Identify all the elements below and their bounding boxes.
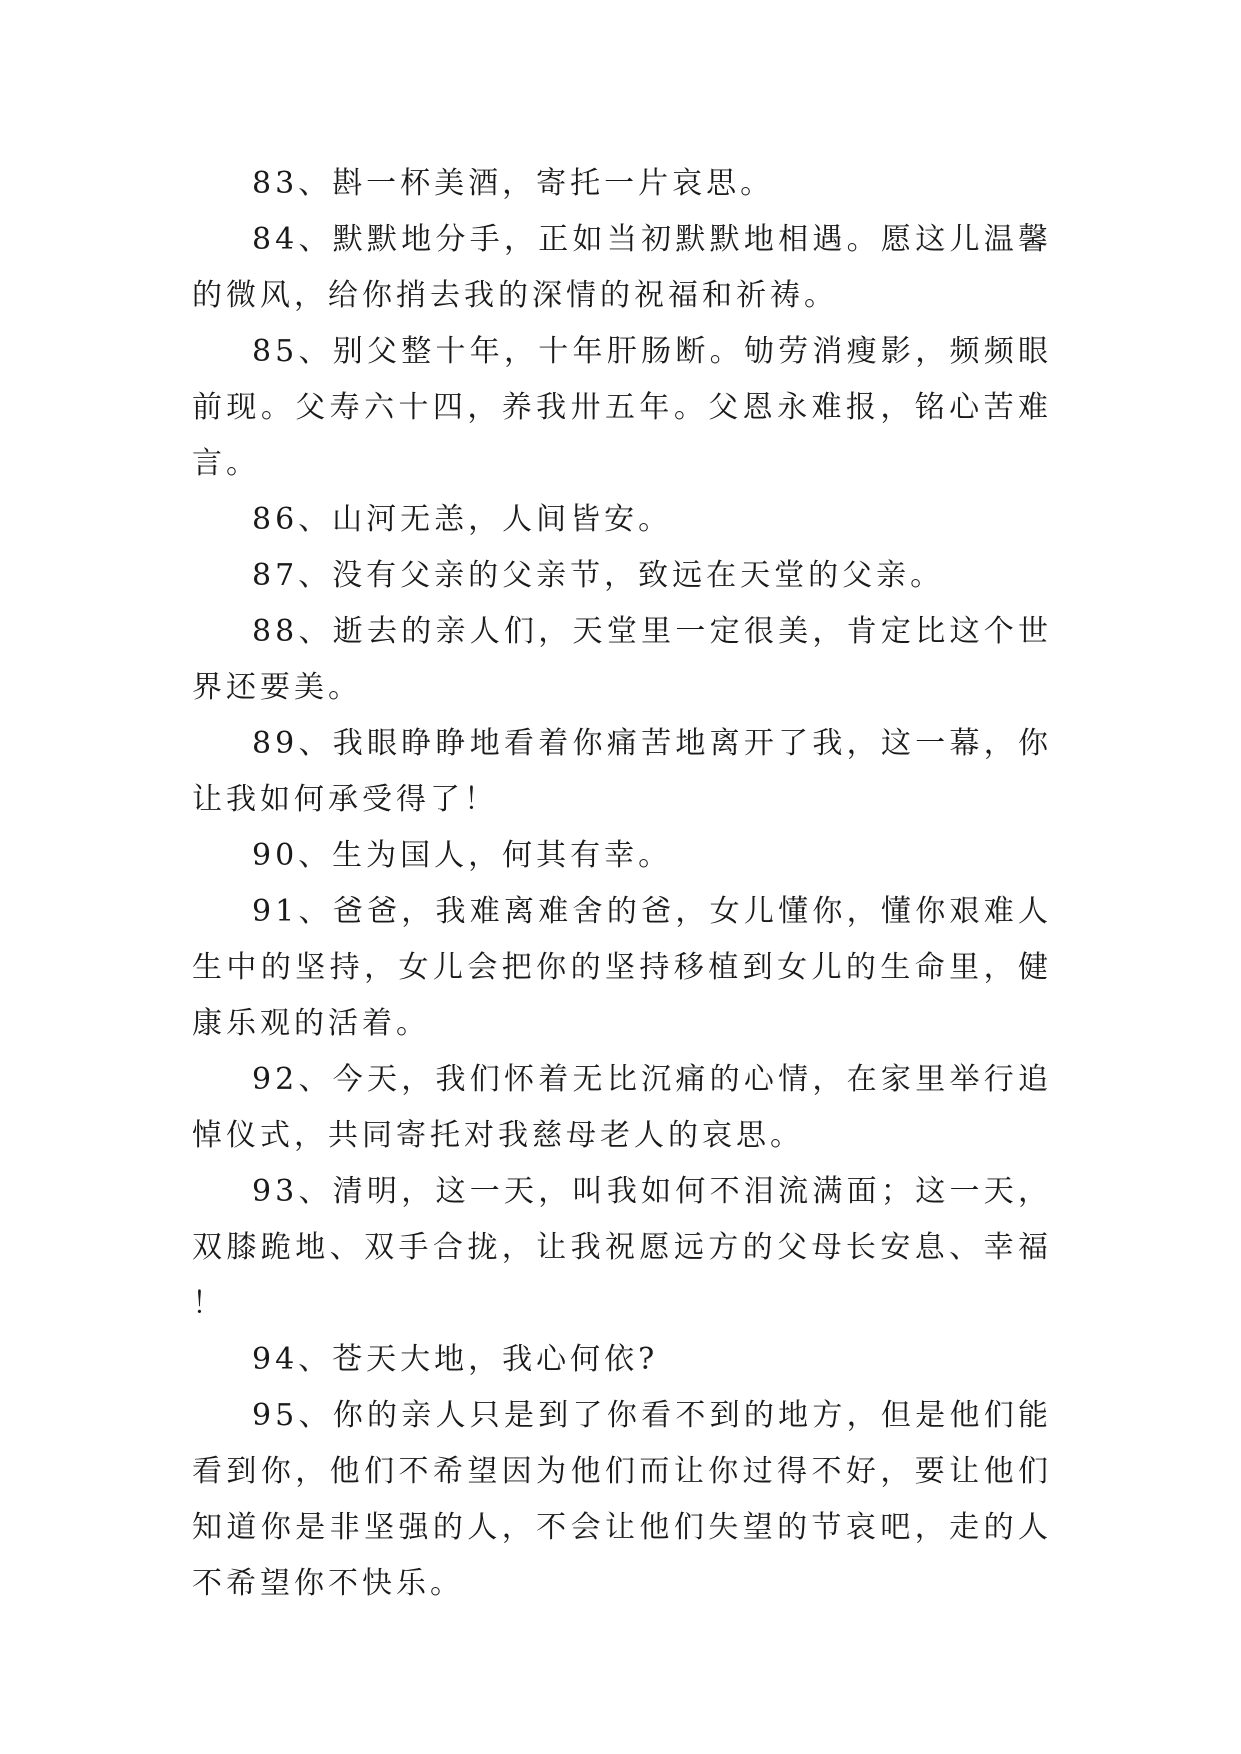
paragraph-89: 89、我眼睁睁地看着你痛苦地离开了我，这一幕，你让我如何承受得了！	[192, 726, 1052, 817]
paragraph-87: 87、没有父亲的父亲节，致远在天堂的父亲。	[252, 558, 945, 593]
paragraph-92: 92、今天，我们怀着无比沉痛的心情，在家里举行追悼仪式，共同寄托对我慈母老人的哀思。	[192, 1062, 1052, 1153]
paragraph-90: 90、生为国人，何其有幸。	[252, 838, 673, 873]
paragraph-93: 93、清明，这一天，叫我如何不泪流满面；这一天，双膝跪地、双手合拢，让我祝愿远方的父母长安息、幸福！	[192, 1174, 1052, 1321]
paragraph-84: 84、默默地分手，正如当初默默地相遇。愿这儿温馨的微风，给你捎去我的深情的祝福和祈祷。	[192, 222, 1052, 313]
document-body	[192, 156, 1052, 1612]
paragraph-83: 83、斟一杯美酒，寄托一片哀思。	[252, 166, 775, 201]
paragraph-94: 94、苍天大地，我心何依?	[252, 1342, 659, 1377]
paragraph-86: 86、山河无恙，人间皆安。	[252, 502, 673, 537]
paragraph-95: 95、你的亲人只是到了你看不到的地方，但是他们能看到你，他们不希望因为他们而让你过得不好，要让他们知道你是非坚强的人，不会让他们失望的节哀吧，走的人不希望你不快乐。	[192, 1398, 1052, 1601]
paragraph-88: 88、逝去的亲人们，天堂里一定很美，肯定比这个世界还要美。	[192, 614, 1052, 705]
paragraph-85: 85、别父整十年，十年肝肠断。劬劳消瘦影，频频眼前现。父寿六十四，养我卅五年。父恩永难报，铭心苦难言。	[192, 334, 1052, 481]
paragraph-91: 91、爸爸，我难离难舍的爸，女儿懂你，懂你艰难人生中的坚持，女儿会把你的坚持移植到女儿的生命里，健康乐观的活着。	[192, 894, 1052, 1041]
